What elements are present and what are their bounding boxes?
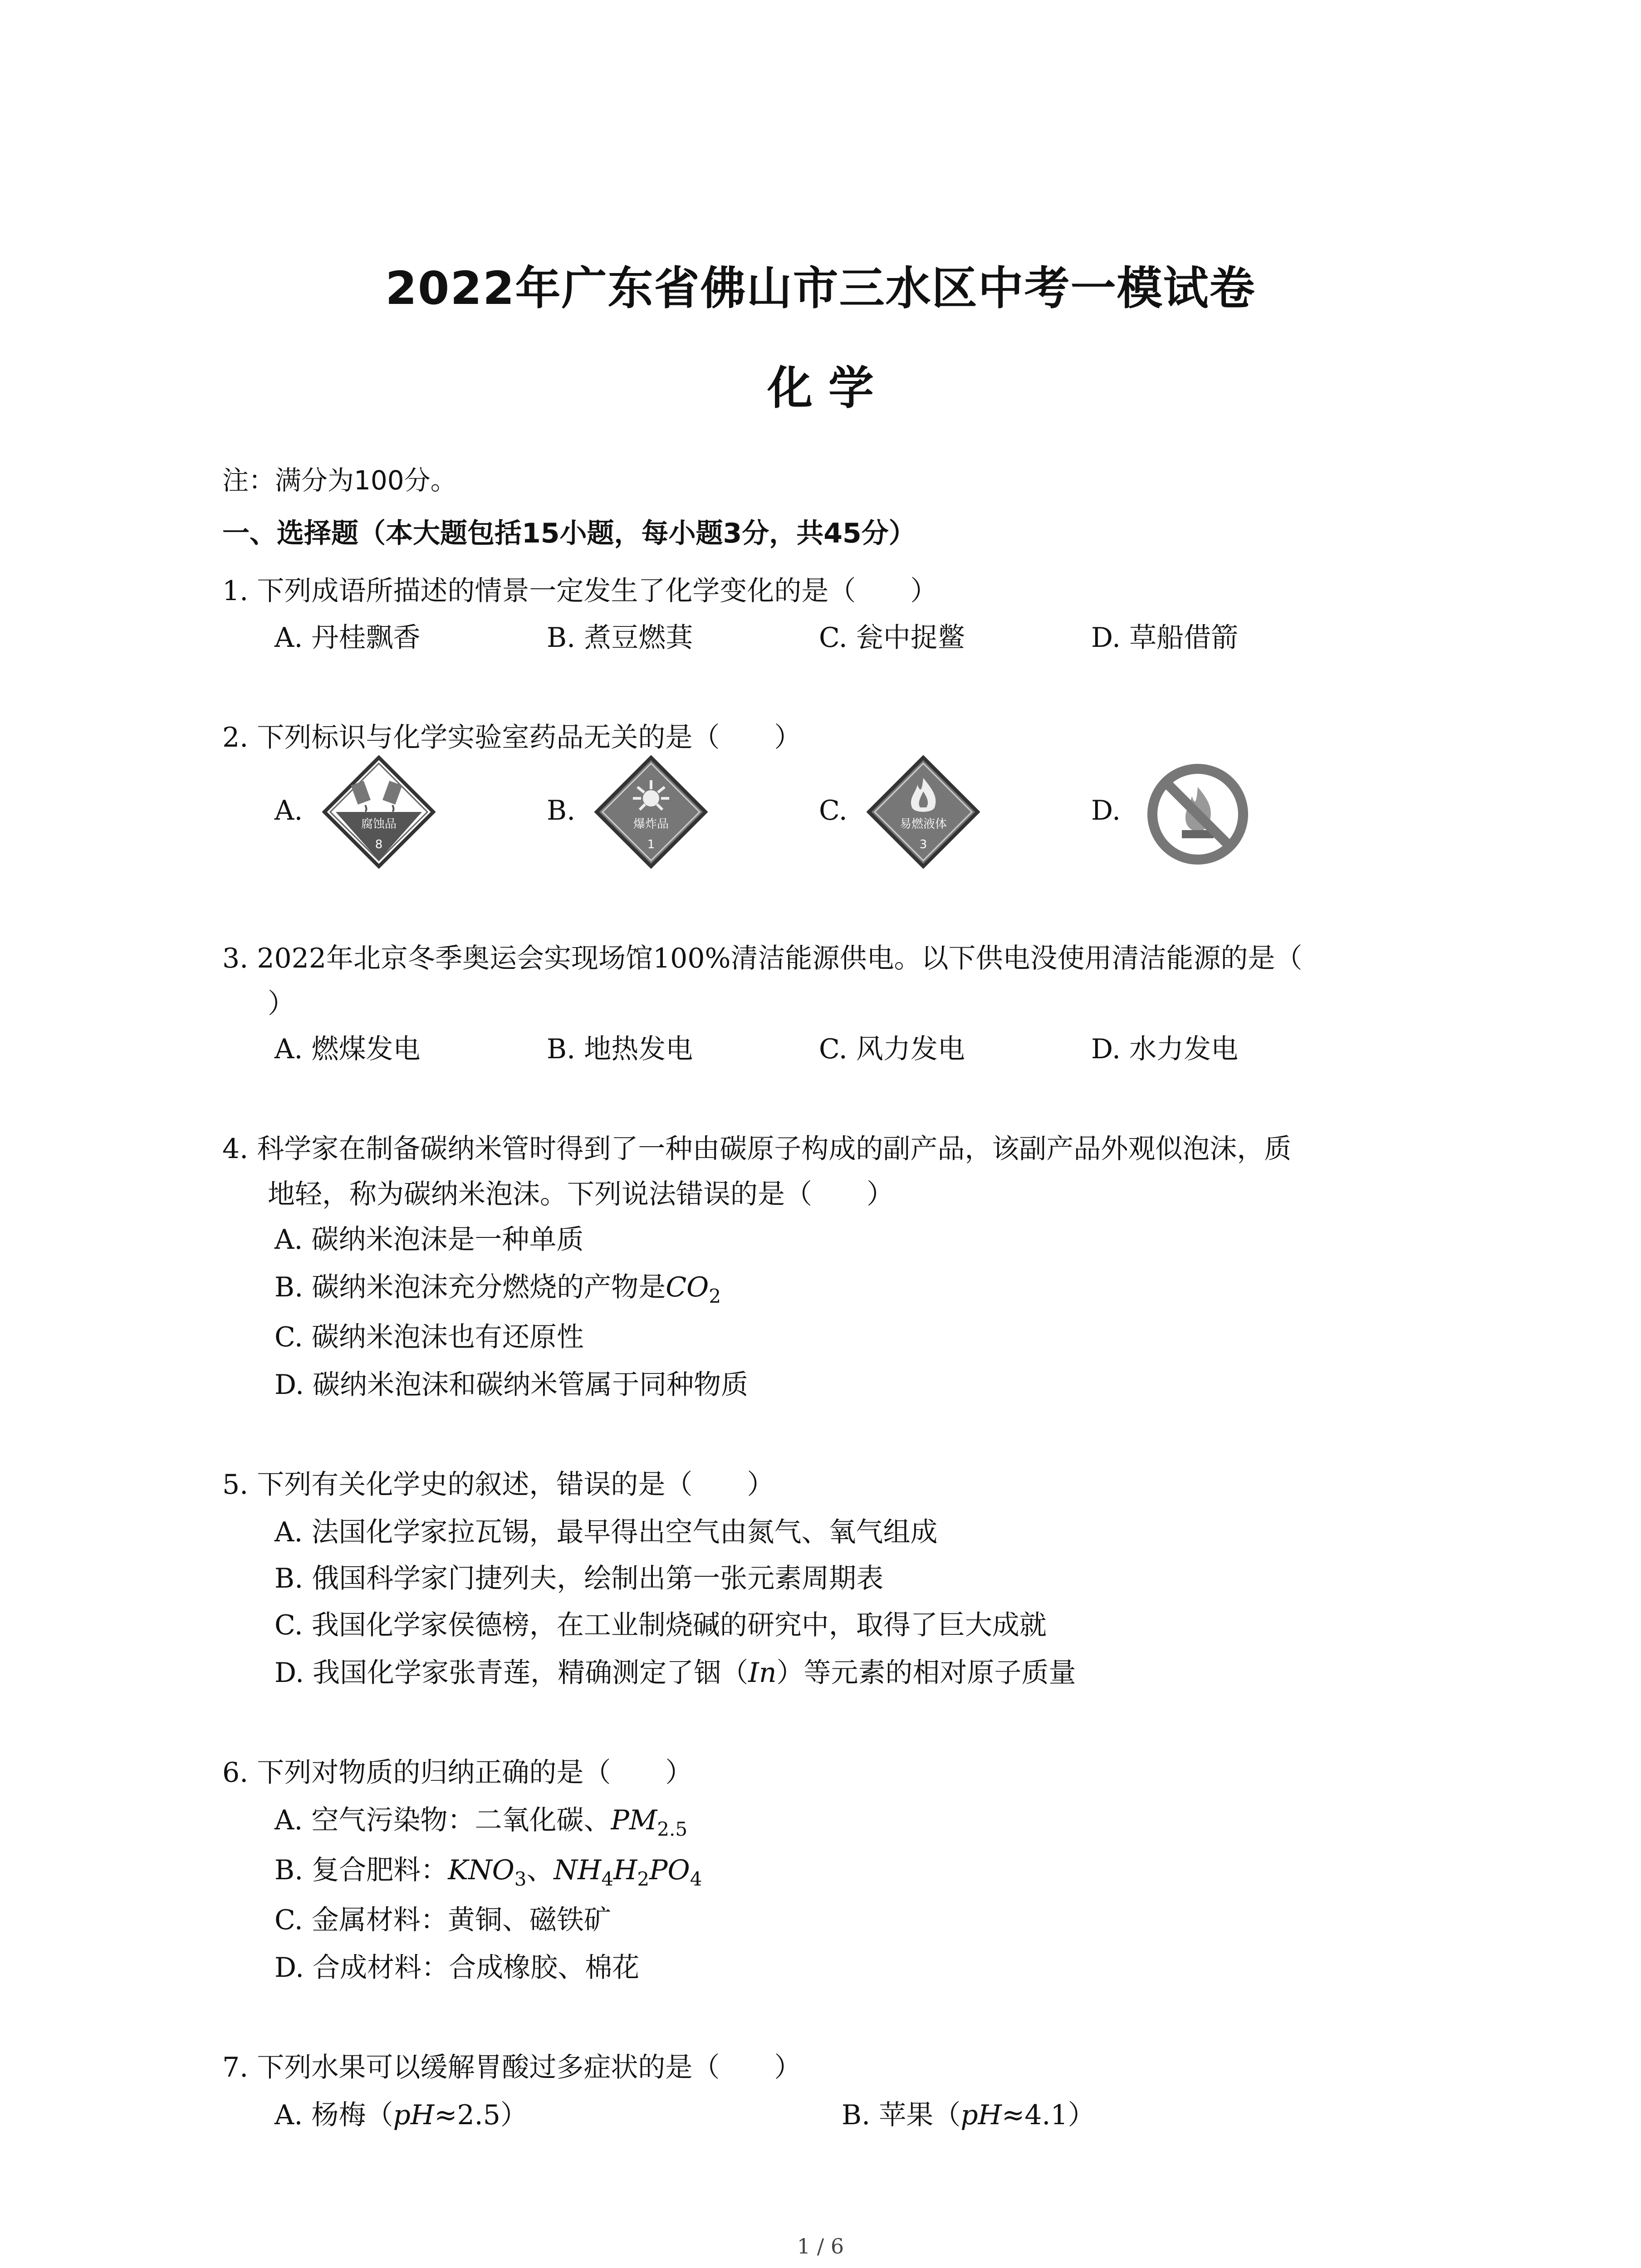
ph-symbol-a: pH xyxy=(393,2099,435,2131)
ph-value-a: ≈2.5） xyxy=(434,2099,528,2131)
question-1-stem: 1. 下列成语所描述的情景一定发生了化学变化的是（ ） xyxy=(222,575,938,607)
nh4-formula: NH xyxy=(554,1854,602,1886)
q3-option-b: B. 地热发电 xyxy=(547,1033,693,1065)
q1-option-c: C. 瓮中捉鳖 xyxy=(819,622,965,654)
question-7-stem: 7. 下列水果可以缓解胃酸过多症状的是（ ） xyxy=(222,2052,802,2083)
q7-option-b-text: B. 苹果（ xyxy=(842,2099,961,2131)
exam-title: 2022年广东省佛山市三水区中考一模试卷 xyxy=(385,262,1256,315)
q6-option-a-text: A. 空气污染物：二氧化碳、 xyxy=(274,1804,611,1836)
question-5-stem: 5. 下列有关化学史的叙述，错误的是（ ） xyxy=(222,1469,774,1501)
q4-option-b xyxy=(274,1266,721,1307)
q7-option-a xyxy=(274,2093,528,2132)
formula-co2: CO xyxy=(666,1271,709,1303)
section-title: 一、选择题（本大题包括15小题，每小题3分，共45分） xyxy=(222,518,916,549)
q3-option-d: D. 水力发电 xyxy=(1091,1033,1239,1065)
q1-option-a: A. 丹桂飘香 xyxy=(274,622,421,654)
score-note: 注：满分为100分。 xyxy=(222,465,457,496)
po4-subscript: 4 xyxy=(690,1868,702,1890)
q2-option-d: D. xyxy=(1091,795,1121,826)
pm-subscript: 2.5 xyxy=(657,1818,688,1840)
formula-separator: 、 xyxy=(526,1854,554,1886)
q5-option-b: B. 俄国科学家门捷列夫，绘制出第一张元素周期表 xyxy=(274,1563,884,1594)
pm-formula: PM xyxy=(611,1804,657,1836)
q6-option-c: C. 金属材料：黄铜、磁铁矿 xyxy=(274,1904,611,1936)
page-number: 1 / 6 xyxy=(797,2234,844,2258)
q4-option-b-text: B. 碳纳米泡沫充分燃烧的产物是 xyxy=(274,1271,666,1303)
q5-option-d xyxy=(274,1651,1076,1690)
ph-value-b: ≈4.1） xyxy=(1001,2099,1095,2131)
explosive-sign-number: 1 xyxy=(647,838,655,851)
question-3-stem-line1: 3. 2022年北京冬季奥运会实现场馆100%清洁能源供电。以下供电没使用清洁能源的是（ xyxy=(222,943,1303,974)
kno3-subscript: 3 xyxy=(514,1868,527,1890)
corrosive-sign-number: 8 xyxy=(375,838,383,851)
corrosive-sign-label: 腐蚀品 xyxy=(361,817,397,831)
q4-option-a: A. 碳纳米泡沫是一种单质 xyxy=(274,1224,584,1256)
po4-formula: PO xyxy=(649,1854,690,1886)
question-2-stem: 2. 下列标识与化学实验室药品无关的是（ ） xyxy=(222,722,802,753)
flammable-liquid-sign-icon xyxy=(867,755,980,869)
q5-option-d-text: D. 我国化学家张青莲，精确测定了铟（ xyxy=(274,1657,749,1689)
h2-subscript: 2 xyxy=(637,1868,650,1890)
q6-option-a xyxy=(274,1799,687,1840)
question-6-stem: 6. 下列对物质的归纳正确的是（ ） xyxy=(222,1757,693,1789)
indium-symbol: In xyxy=(748,1657,777,1689)
q1-option-b: B. 煮豆燃萁 xyxy=(547,622,693,654)
h2-formula: H xyxy=(613,1854,637,1886)
q6-option-b xyxy=(274,1848,702,1890)
q2-option-c: C. xyxy=(819,795,847,826)
nh4-subscript: 4 xyxy=(601,1868,614,1890)
q5-option-c: C. 我国化学家侯德榜，在工业制烧碱的研究中，取得了巨大成就 xyxy=(274,1609,1047,1641)
flammable-sign-label: 易燃液体 xyxy=(899,817,947,831)
question-3-stem-line2: ） xyxy=(268,988,295,1020)
subject-title: 化 学 xyxy=(767,362,874,415)
corrosive-sign-icon xyxy=(322,755,436,869)
q7-option-b xyxy=(842,2093,1095,2132)
q4-option-d: D. 碳纳米泡沫和碳纳米管属于同种物质 xyxy=(274,1369,749,1401)
q2-option-a: A. xyxy=(274,795,303,826)
q4-option-c: C. 碳纳米泡沫也有还原性 xyxy=(274,1321,584,1353)
q1-option-d: D. 草船借箭 xyxy=(1091,622,1239,654)
q6-option-b-text: B. 复合肥料： xyxy=(274,1854,448,1886)
kno3-formula: KNO xyxy=(448,1854,514,1886)
flammable-sign-number: 3 xyxy=(919,838,927,851)
question-4-stem-line1: 4. 科学家在制备碳纳米管时得到了一种由碳原子构成的副产品，该副产品外观似泡沫，质 xyxy=(222,1133,1292,1165)
q3-option-c: C. 风力发电 xyxy=(819,1033,965,1065)
q6-option-d: D. 合成材料：合成橡胶、棉花 xyxy=(274,1952,640,1984)
explosive-sign-label: 爆炸品 xyxy=(633,817,669,831)
ph-symbol-b: pH xyxy=(960,2099,1002,2131)
no-fire-sign-icon xyxy=(1146,762,1250,866)
question-4-stem-line2: 地轻，称为碳纳米泡沫。下列说法错误的是（ ） xyxy=(268,1178,894,1210)
q7-option-a-text: A. 杨梅（ xyxy=(274,2099,393,2131)
q3-option-a: A. 燃煤发电 xyxy=(274,1033,421,1065)
q5-option-a: A. 法国化学家拉瓦锡，最早得出空气由氮气、氧气组成 xyxy=(274,1516,938,1548)
formula-co2-subscript: 2 xyxy=(709,1285,721,1307)
q2-option-b: B. xyxy=(547,795,576,826)
q5-option-d-tail: ）等元素的相对原子质量 xyxy=(776,1657,1076,1689)
explosive-sign-icon xyxy=(594,755,708,869)
